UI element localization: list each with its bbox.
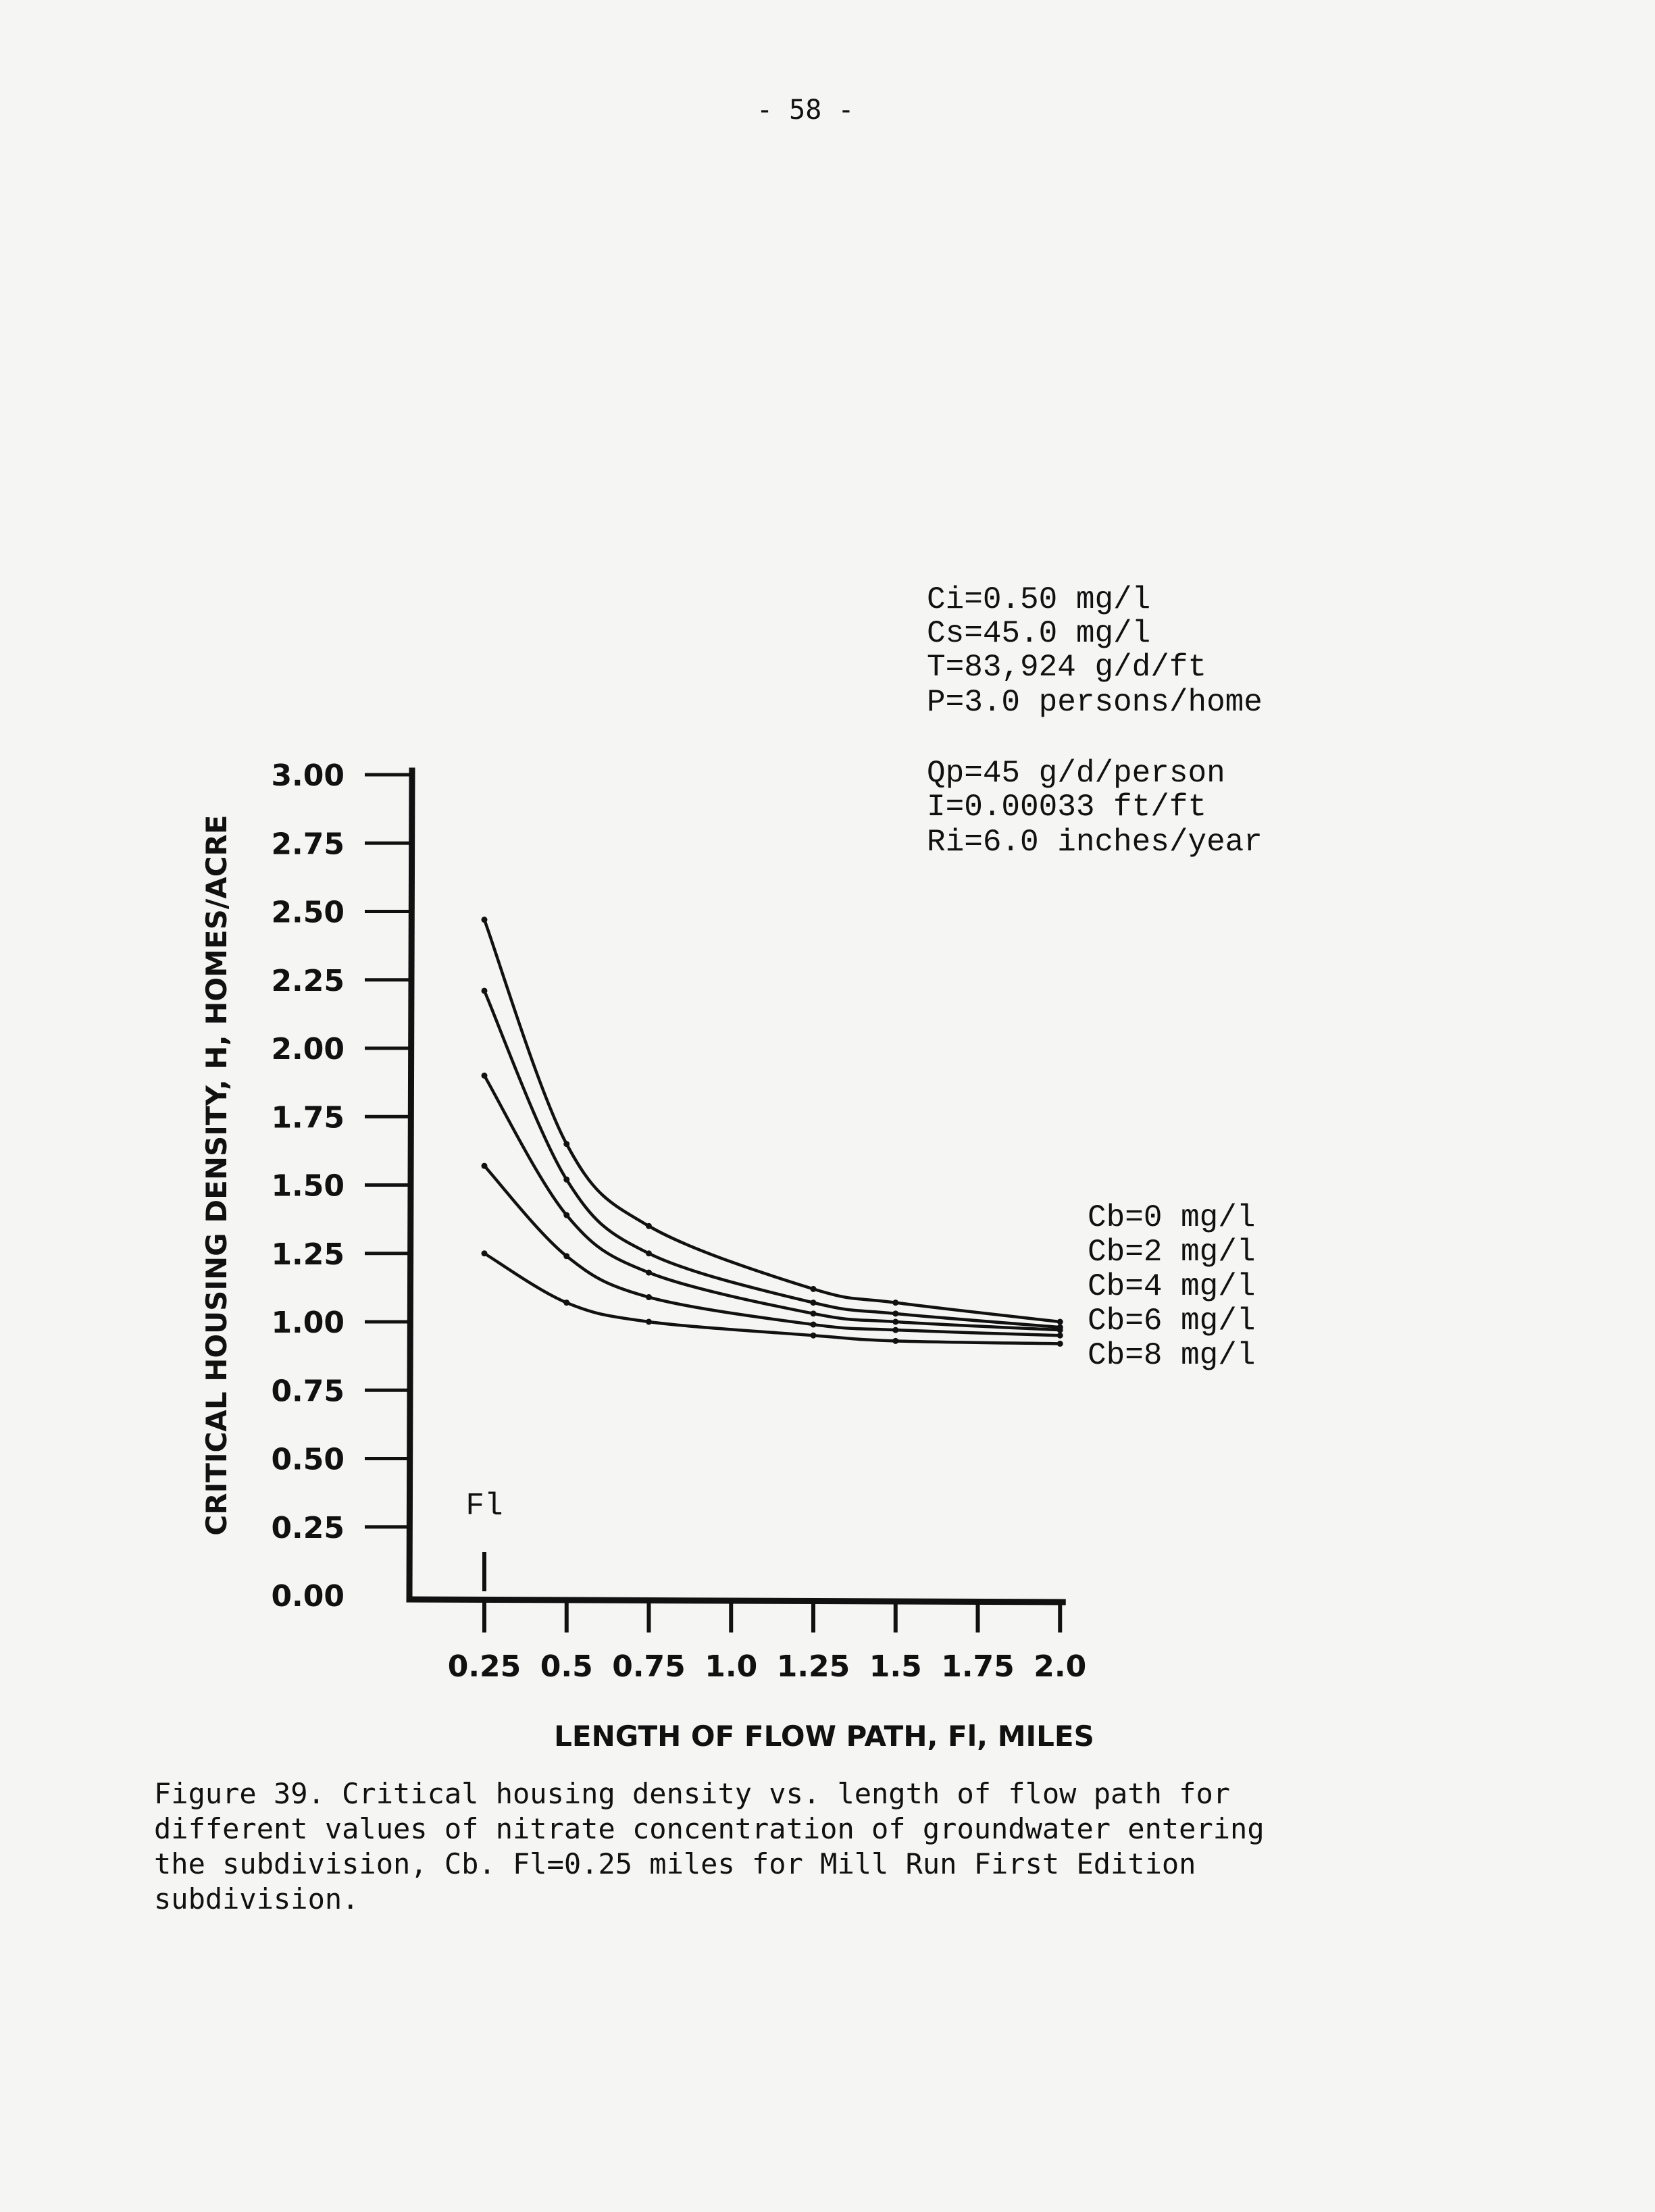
series-point [563,1141,569,1147]
y-tick-label: 2.25 [271,963,345,998]
series-labels [1088,1200,1255,1373]
series-point [811,1286,817,1292]
series-point [811,1300,817,1306]
y-tick-label: 0.00 [271,1579,345,1614]
series-point [811,1310,817,1316]
series-point [646,1250,652,1256]
x-tick-label: 0.25 [447,1649,521,1684]
chart-axes [409,771,1063,1602]
y-axis-ticks [271,758,412,1614]
series-line [484,920,1060,1322]
fl-marker [465,1489,503,1591]
series-point [1057,1333,1063,1339]
x-tick-label: 1.25 [776,1649,850,1684]
series-point [646,1294,652,1300]
x-axis-title: LENGTH OF FLOW PATH, Fl, MILES [554,1720,1094,1753]
series-point [811,1333,817,1339]
x-tick-label: 1.0 [705,1649,758,1684]
series-point [892,1327,898,1333]
y-tick-label: 1.75 [271,1100,345,1135]
parameter-block [927,582,1263,860]
y-tick-label: 2.00 [271,1032,345,1066]
x-tick-label: 1.75 [941,1649,1015,1684]
series-point [1057,1341,1063,1347]
y-tick-label: 0.25 [271,1510,345,1545]
y-tick-label: 2.50 [271,895,345,930]
parameter-line: Ci=0.50 mg/l [927,582,1151,617]
series-point [1057,1327,1063,1333]
series-point [482,987,488,994]
series-point [563,1177,569,1183]
figure-caption: Figure 39. Critical housing density vs. length of flow path for different values of nitrate concentration of groundwater entering the subdivision, Cb. Fl=0.25 miles for Mill Run First Edition subdivision. [154,1777,1265,1915]
series-label: Cb=2 mg/l [1088,1235,1256,1270]
series-point [482,917,488,923]
x-axis-line [409,1599,1063,1602]
series-point [892,1310,898,1316]
x-tick-label: 0.75 [612,1649,686,1684]
series-point [563,1300,569,1306]
series-lines [482,917,1063,1347]
y-tick-label: 1.25 [271,1237,345,1272]
series-point [482,1073,488,1079]
series-point [646,1270,652,1276]
series-point [646,1223,652,1229]
x-axis-ticks [448,1601,1087,1684]
page-number: - 58 - [757,95,855,126]
series-label: Cb=4 mg/l [1088,1269,1256,1304]
series-line [484,1166,1060,1335]
x-tick-label: 2.0 [1034,1649,1087,1684]
parameter-line: Qp=45 g/d/person [927,756,1225,791]
parameter-line: T=83,924 g/d/ft [927,650,1207,685]
series-point [563,1253,569,1259]
y-tick-label: 1.50 [271,1168,345,1204]
series-point [563,1212,569,1218]
series-point [646,1319,652,1325]
parameter-line: Cs=45.0 mg/l [927,616,1151,651]
series-point [811,1322,817,1328]
series-line [484,1254,1060,1344]
series-point [1057,1319,1063,1325]
series-point [892,1300,898,1306]
series-label: Cb=6 mg/l [1088,1304,1256,1339]
y-tick-label: 3.00 [271,758,345,793]
parameter-line: P=3.0 persons/home [927,685,1263,720]
series-point [892,1319,898,1325]
y-axis-title: CRITICAL HOUSING DENSITY, H, HOMES/ACRE [200,815,233,1536]
fl-marker-label: Fl [465,1489,503,1524]
y-tick-label: 2.75 [271,827,345,862]
series-label: Cb=0 mg/l [1088,1200,1256,1235]
series-point [482,1163,488,1169]
series-point [482,1250,488,1256]
x-tick-label: 1.5 [869,1649,922,1684]
y-tick-label: 1.00 [271,1306,345,1340]
parameter-line: Ri=6.0 inches/year [927,825,1263,860]
series-point [892,1338,898,1344]
x-tick-label: 0.5 [540,1649,593,1684]
y-tick-label: 0.75 [271,1374,345,1409]
series-label: Cb=8 mg/l [1088,1338,1256,1373]
parameter-line: I=0.00033 ft/ft [927,790,1207,825]
y-tick-label: 0.50 [271,1442,345,1477]
